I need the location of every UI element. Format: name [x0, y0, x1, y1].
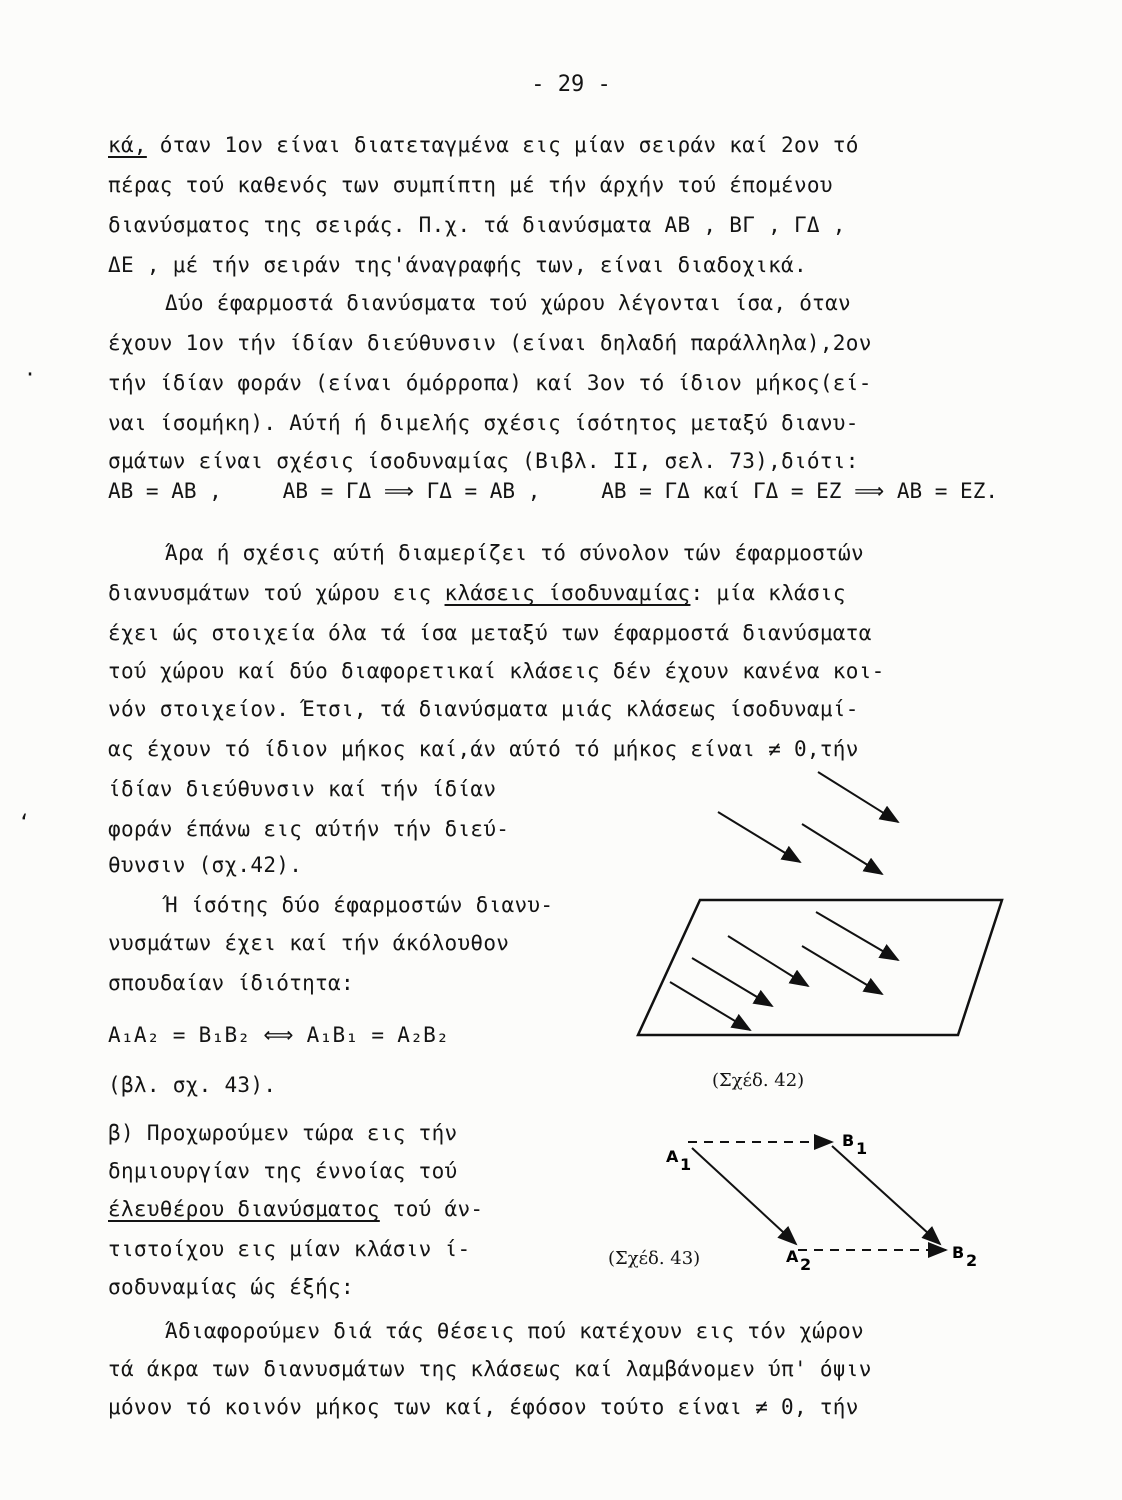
text-line: τού χώρου καί δύο διαφορετικαί κλάσεις δέν έχουν κανένα κοι- [108, 659, 885, 683]
vector-B1B2 [832, 1146, 940, 1244]
text-line: (βλ. σχ. 43). [108, 1073, 277, 1097]
text-line: έχει ώς στοιχεία όλα τά ίσα μεταξύ των έφαρμοστά διανύσματα [108, 621, 872, 645]
text-line: κά, όταν 1ον είναι διατεταγμένα εις μίαν σειράν καί 2ον τό [108, 133, 859, 157]
text-line: έχουν 1ον τήν ίδίαν διεύθυνσιν (είναι δηλαδή παράλληλα),2ον [108, 331, 872, 355]
text-line: Ή ίσότης δύο έφαρμοστών διανυ- [165, 893, 554, 917]
figure-42-diagram [630, 760, 1010, 1060]
text-line: σπουδαίαν ίδιότητα: [108, 971, 354, 995]
vector-arrow [692, 958, 772, 1006]
label-A2-sub: 2 [800, 1255, 812, 1274]
text-line: ΔΕ , μέ τήν σειράν της'άναγραφής των, είναι διαδοχικά. [108, 253, 807, 277]
text-line: δημιουργίαν της έννοίας τού [108, 1159, 458, 1183]
label-B2-sub: 2 [966, 1251, 978, 1270]
plane-parallelogram [638, 900, 1002, 1035]
vector-arrow [818, 772, 898, 822]
text-line: έλευθέρου διανύσματος τού άν- [108, 1197, 484, 1221]
text-line: Άρα ή σχέσις αύτή διαμερίζει τό σύνολον τών έφαρμοστών [165, 541, 864, 565]
label-A1-sub: 1 [680, 1155, 692, 1174]
text-line: διανυσμάτων τού χώρου εις κλάσεις ίσοδυναμίας: μία κλάσις [108, 581, 846, 605]
text-line: Δύο έφαρμοστά διανύσματα τού χώρου λέγονται ίσα, όταν [165, 291, 851, 315]
label-B1-sub: 1 [856, 1139, 868, 1158]
equation: AB = AB , [108, 479, 222, 503]
text-line: διανύσματος της σειράς. Π.χ. τά διανύσματα AB , BΓ , ΓΔ , [108, 213, 846, 237]
text-line: Άδιαφορούμεν διά τάς θέσεις πού κατέχουν εις τόν χώρον [165, 1319, 864, 1343]
vector-arrow [802, 946, 882, 994]
label-B1: B [842, 1131, 855, 1150]
text-line: θυνσιν (σχ.42). [108, 853, 303, 877]
text-line: νυσμάτων έχει καί τήν άκόλουθον [108, 931, 510, 955]
text-line: σμάτων είναι σχέσις ίσοδυναμίας (Βιβλ. ΙΙ, σελ. 73),διότι: [108, 449, 859, 473]
vector-equations [108, 478, 998, 504]
text-line: νόν στοιχείον. Έτσι, τά διανύσματα μιάς κλάσεως ίσοδυναμί- [108, 697, 859, 721]
equivalence-formula: A₁A₂ = B₁B₂ ⟺ A₁B₁ = A₂B₂ [108, 1023, 450, 1047]
text-line: β) Προχωρούμεν τώρα εις τήν [108, 1121, 458, 1145]
text-line: τήν ίδίαν φοράν (είναι όμόρροπα) καί 3ον τό ίδιον μήκος(εί- [108, 371, 872, 395]
vector-arrow [718, 812, 800, 862]
text-line: σοδυναμίας ώς έξής: [108, 1275, 354, 1299]
label-A2: A [786, 1247, 799, 1266]
figure-43-caption: (Σχέδ. 43) [608, 1248, 701, 1269]
equation: AB = ΓΔ καί ΓΔ = EZ ⟹ AB = EZ. [601, 479, 998, 503]
text-line: τιστοίχου εις μίαν κλάσιν ί- [108, 1237, 471, 1261]
page-number: - 29 - [531, 72, 611, 97]
vector-arrow [670, 982, 750, 1030]
margin-mark: · [24, 362, 37, 386]
text-line: πέρας τού καθενός των συμπίπτη μέ τήν άρχήν τού έπομένου [108, 173, 833, 197]
text-line: φοράν έπάνω εις αύτήν τήν διεύ- [108, 817, 510, 841]
vector-arrow [816, 912, 898, 960]
text-line: τά άκρα των διανυσμάτων της κλάσεως καί λαμβάνομεν ύπ' όψιν [108, 1357, 872, 1381]
text-line: μόνον τό κοινόν μήκος των καί, έφόσον τούτο είναι ≠ 0, τήν [108, 1395, 859, 1419]
figure-42-caption: (Σχέδ. 42) [712, 1070, 805, 1091]
text-line: ναι ίσομήκη). Αύτή ή διμελής σχέσις ίσότητος μεταξύ διανυ- [108, 411, 859, 435]
label-A1: A [666, 1147, 679, 1166]
vector-arrow [728, 936, 808, 986]
text-line: ας έχουν τό ίδιον μήκος καί,άν αύτό τό μήκος είναι ≠ 0,τήν [108, 737, 859, 761]
vector-arrow [802, 824, 882, 874]
equation: AB = ΓΔ ⟹ ΓΔ = AB , [282, 479, 541, 503]
vector-A1A2 [692, 1148, 796, 1244]
text-line: ίδίαν διεύθυνσιν καί τήν ίδίαν [108, 777, 497, 801]
label-B2: B [952, 1243, 965, 1262]
margin-mark: ‘ [18, 810, 31, 834]
